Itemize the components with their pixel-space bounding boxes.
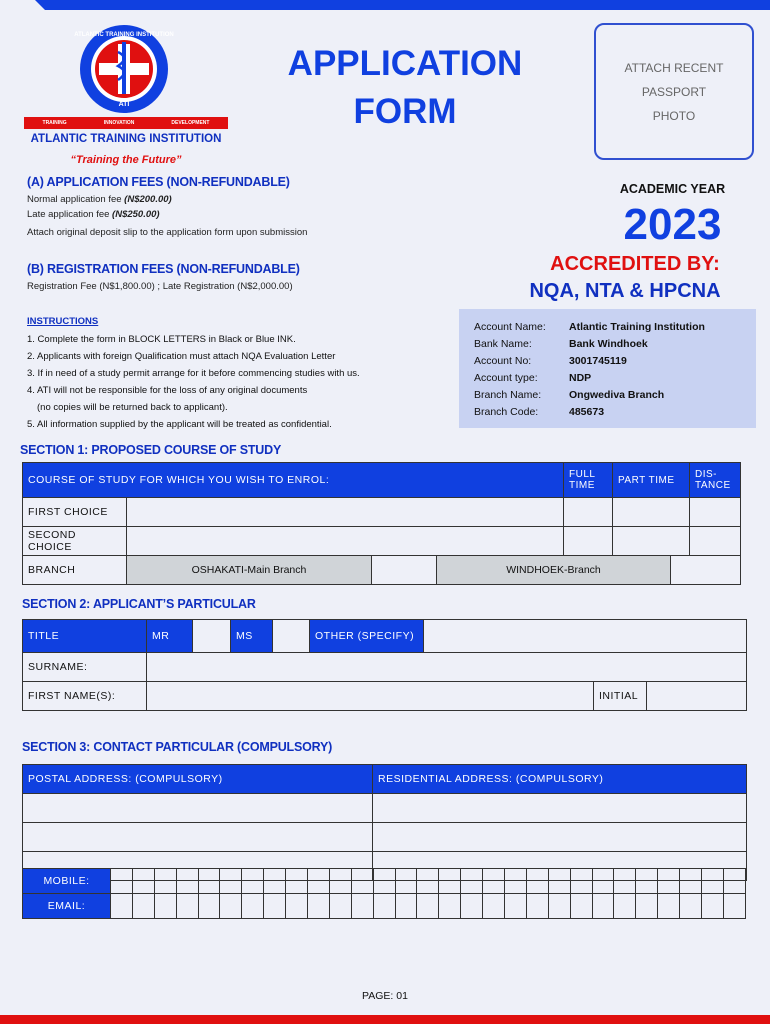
email-char-box[interactable]	[264, 894, 286, 919]
postal-header: POSTAL ADDRESS: (COMPULSORY)	[23, 765, 373, 794]
email-char-box[interactable]	[723, 894, 745, 919]
first-names-label: FIRST NAME(S):	[23, 682, 147, 711]
mobile-char-box[interactable]	[220, 869, 242, 894]
branch-windhoek-label: WINDHOEK-Branch	[437, 556, 671, 585]
email-char-box[interactable]	[570, 894, 592, 919]
email-char-box[interactable]	[395, 894, 417, 919]
email-char-box[interactable]	[592, 894, 614, 919]
section2-heading: SECTION 2: APPLICANT’S PARTICULAR	[22, 597, 256, 611]
email-char-box[interactable]	[176, 894, 198, 919]
bottom-accent-bar	[0, 1015, 770, 1024]
mobile-char-box[interactable]	[702, 869, 724, 894]
email-char-box[interactable]	[526, 894, 548, 919]
passport-photo-box[interactable]: ATTACH RECENT PASSPORT PHOTO	[594, 23, 754, 160]
mobile-char-box[interactable]	[461, 869, 483, 894]
branch-label: BRANCH	[23, 556, 127, 585]
mobile-char-box[interactable]	[198, 869, 220, 894]
other-input[interactable]	[424, 620, 747, 653]
distance-header: DIS-TANCE	[690, 463, 741, 498]
mr-label: MR	[147, 620, 193, 653]
mr-checkbox[interactable]	[193, 620, 231, 653]
mobile-char-box[interactable]	[286, 869, 308, 894]
email-char-box[interactable]	[702, 894, 724, 919]
logo-strip: TRAINING INNOVATION DEVELOPMENT	[24, 117, 228, 129]
branch-windhoek-checkbox[interactable]	[671, 556, 741, 585]
instruction-item: 2. Applicants with foreign Qualification must attach NQA Evaluation Letter	[27, 351, 336, 362]
late-fee: Late application fee (N$250.00)	[27, 209, 160, 220]
first-choice-full-time[interactable]	[564, 498, 613, 527]
mobile-char-box[interactable]	[526, 869, 548, 894]
bank-details-box	[459, 309, 756, 428]
email-char-box[interactable]	[505, 894, 527, 919]
mobile-char-box[interactable]	[592, 869, 614, 894]
mobile-char-box[interactable]	[483, 869, 505, 894]
section3-heading: SECTION 3: CONTACT PARTICULAR (COMPULSORY)	[22, 740, 333, 754]
mobile-char-box[interactable]	[636, 869, 658, 894]
email-char-box[interactable]	[220, 894, 242, 919]
second-choice-distance[interactable]	[690, 527, 741, 556]
mobile-label: MOBILE:	[23, 869, 111, 894]
mobile-char-box[interactable]	[176, 869, 198, 894]
part-time-header: PART TIME	[613, 463, 690, 498]
mobile-char-box[interactable]	[505, 869, 527, 894]
registration-fees-heading: (B) REGISTRATION FEES (NON-REFUNDABLE)	[27, 262, 300, 276]
mobile-char-box[interactable]	[154, 869, 176, 894]
application-fees-heading: (A) APPLICATION FEES (NON-REFUNDABLE)	[27, 175, 290, 189]
residential-line[interactable]	[373, 823, 747, 852]
branch-main-label: OSHAKATI-Main Branch	[127, 556, 372, 585]
mobile-char-box[interactable]	[308, 869, 330, 894]
bank-row: Account No: 3001745119	[474, 355, 627, 367]
ms-checkbox[interactable]	[273, 620, 310, 653]
mobile-char-box[interactable]	[264, 869, 286, 894]
accredited-bodies: NQA, NTA & HPCNA	[529, 280, 721, 302]
second-choice-label: SECOND CHOICE	[23, 527, 127, 556]
mobile-char-box[interactable]	[614, 869, 636, 894]
institution-motto: “Training the Future”	[70, 154, 182, 166]
branch-main-checkbox[interactable]	[372, 556, 437, 585]
bank-row: Account Name: Atlantic Training Institution	[474, 321, 705, 333]
applicant-table	[22, 619, 747, 653]
email-char-box[interactable]	[461, 894, 483, 919]
instruction-item: 3. If in need of a study permit arrange for it before commencing studies with us.	[27, 368, 360, 379]
svg-text:ATLANTIC TRAINING INSTITUTION: ATLANTIC TRAINING INSTITUTION	[74, 32, 174, 38]
residential-header: RESIDENTIAL ADDRESS: (COMPULSORY)	[373, 765, 747, 794]
title-label: TITLE	[23, 620, 147, 653]
course-header: COURSE OF STUDY FOR WHICH YOU WISH TO ENROL:	[23, 463, 564, 498]
page-number: PAGE: 01	[362, 990, 408, 1002]
email-char-box[interactable]	[329, 894, 351, 919]
email-char-box[interactable]	[286, 894, 308, 919]
section1-heading: SECTION 1: PROPOSED COURSE OF STUDY	[20, 443, 282, 457]
deposit-note: Attach original deposit slip to the application form upon submission	[27, 227, 308, 238]
course-table	[22, 462, 741, 556]
first-choice-label: FIRST CHOICE	[23, 498, 127, 527]
bank-row: Account type: NDP	[474, 372, 592, 384]
mobile-char-box[interactable]	[658, 869, 680, 894]
email-char-box[interactable]	[680, 894, 702, 919]
branch-table	[22, 555, 741, 585]
address-table	[22, 764, 747, 881]
mobile-char-box[interactable]	[111, 869, 133, 894]
initial-label: INITIAL	[594, 682, 647, 711]
email-char-box[interactable]	[351, 894, 373, 919]
mobile-char-box[interactable]	[395, 869, 417, 894]
instruction-item: (no copies will be returned back to applicant).	[37, 402, 228, 413]
mobile-char-box[interactable]	[351, 869, 373, 894]
mobile-char-box[interactable]	[132, 869, 154, 894]
postal-line[interactable]	[23, 823, 373, 852]
mobile-char-box[interactable]	[439, 869, 461, 894]
academic-year: 2023	[623, 200, 722, 249]
mobile-char-box[interactable]	[417, 869, 439, 894]
email-char-box[interactable]	[658, 894, 680, 919]
email-char-box[interactable]	[198, 894, 220, 919]
mobile-char-box[interactable]	[680, 869, 702, 894]
mobile-char-box[interactable]	[570, 869, 592, 894]
initial-input[interactable]	[647, 682, 747, 711]
instruction-item: 5. All information supplied by the applicant will be treated as confidential.	[27, 419, 332, 430]
email-char-box[interactable]	[614, 894, 636, 919]
accredited-label: ACCREDITED BY:	[550, 253, 720, 275]
residential-line[interactable]	[373, 794, 747, 823]
name-table	[22, 652, 747, 711]
second-choice-part-time[interactable]	[613, 527, 690, 556]
bank-row: Branch Name: Ongwediva Branch	[474, 389, 665, 401]
svg-text:ATI: ATI	[118, 101, 130, 108]
ms-label: MS	[231, 620, 273, 653]
mobile-char-box[interactable]	[373, 869, 395, 894]
email-char-box[interactable]	[111, 894, 133, 919]
postal-line[interactable]	[23, 794, 373, 823]
email-char-box[interactable]	[373, 894, 395, 919]
email-char-box[interactable]	[439, 894, 461, 919]
other-label: OTHER (SPECIFY)	[310, 620, 424, 653]
instructions-heading: INSTRUCTIONS	[27, 316, 99, 327]
second-choice-input[interactable]	[127, 527, 564, 556]
email-char-box[interactable]	[636, 894, 658, 919]
mobile-char-box[interactable]	[723, 869, 745, 894]
first-choice-distance[interactable]	[690, 498, 741, 527]
email-char-box[interactable]	[308, 894, 330, 919]
contact-grid	[22, 868, 746, 919]
mobile-char-box[interactable]	[548, 869, 570, 894]
email-char-box[interactable]	[483, 894, 505, 919]
email-char-box[interactable]	[548, 894, 570, 919]
instruction-item: 4. ATI will not be responsible for the loss of any original documents	[27, 385, 308, 396]
institution-name: ATLANTIC TRAINING INSTITUTION	[30, 133, 222, 145]
first-names-input[interactable]	[147, 682, 594, 711]
email-char-box[interactable]	[417, 894, 439, 919]
first-choice-part-time[interactable]	[613, 498, 690, 527]
academic-year-label: ACADEMIC YEAR	[619, 182, 726, 196]
email-char-box[interactable]	[154, 894, 176, 919]
mobile-char-box[interactable]	[242, 869, 264, 894]
page-title: APPLICATION FORM	[287, 44, 523, 131]
registration-fee-text: Registration Fee (N$1,800.00) ; Late Registration (N$2,000.00)	[27, 281, 293, 292]
top-accent-bar	[35, 0, 770, 10]
surname-label: SURNAME:	[23, 653, 147, 682]
normal-fee: Normal application fee (N$200.00)	[27, 194, 172, 205]
email-label: EMAIL:	[23, 894, 111, 919]
second-choice-full-time[interactable]	[564, 527, 613, 556]
instructions-list	[27, 331, 447, 433]
mobile-char-box[interactable]	[329, 869, 351, 894]
bank-row: Bank Name: Bank Windhoek	[474, 338, 648, 350]
email-char-box[interactable]	[242, 894, 264, 919]
full-time-header: FULL TIME	[564, 463, 613, 498]
institution-logo	[74, 22, 174, 116]
first-choice-input[interactable]	[127, 498, 564, 527]
instruction-item: 1. Complete the form in BLOCK LETTERS in Black or Blue INK.	[27, 334, 296, 345]
surname-input[interactable]	[147, 653, 747, 682]
bank-row: Branch Code: 485673	[474, 406, 605, 418]
email-char-box[interactable]	[132, 894, 154, 919]
